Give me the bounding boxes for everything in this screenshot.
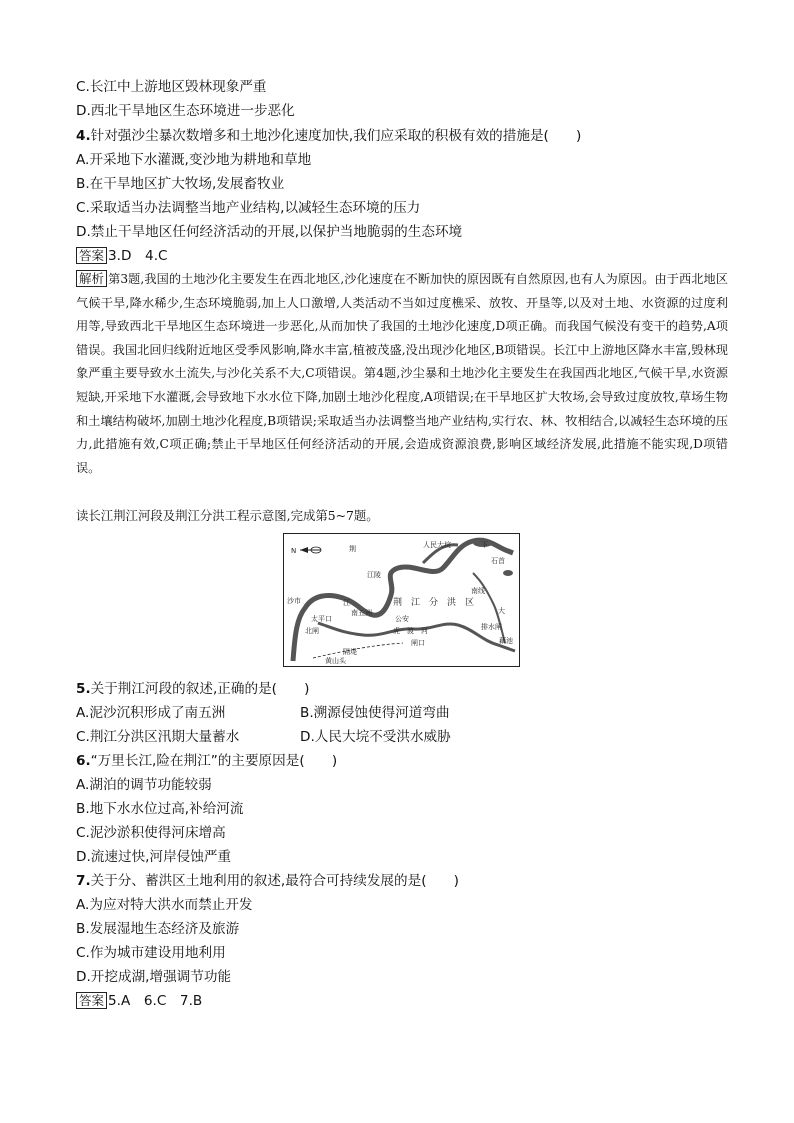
- q5-number: 5.: [76, 681, 91, 697]
- q6-option-c: C.泥沙淤积使得河床增高: [76, 825, 226, 841]
- map-label-da: 大: [498, 607, 505, 615]
- q5-option-c: C.荆江分洪区汛期大量蓄水: [76, 729, 240, 745]
- map-lake: [503, 570, 513, 576]
- map-label-huangshantou: 黄山头: [325, 657, 346, 665]
- map-label-geti: 隔堤: [343, 648, 357, 656]
- map-label-ouchi: 藕池: [499, 637, 513, 645]
- q7-number: 7.: [76, 873, 91, 889]
- map-label-taiping: 太平口: [311, 615, 332, 623]
- q7-stem-text: 关于分、蓄洪区土地利用的叙述,最符合可持续发展的是( ): [90, 873, 459, 889]
- map-label-jing: 荆: [349, 545, 356, 553]
- q4-option-a: A.开采地下水灌溉,变沙地为耕地和草地: [76, 152, 312, 168]
- map-intro: 读长江荆江河段及荆江分洪工程示意图,完成第5~7题。: [76, 508, 379, 523]
- map-label-jiangling: 江陵: [367, 571, 381, 579]
- q6-option-b: B.地下水水位过高,补给河流: [76, 801, 244, 817]
- map-label-shashi: 沙市: [287, 597, 301, 605]
- answer-text: 3.D 4.C: [108, 248, 168, 264]
- answer-3-4: [76, 246, 168, 266]
- q7-option-a: A.为应对特大洪水而禁止开发: [76, 897, 253, 913]
- analysis-text: 第3题,我国的土地沙化主要发生在西北地区,沙化速度在不断加快的原因既有自然原因,也有人为原因。由于西北地区气候干旱,降水稀少,生态环境脆弱,加上人口激增,人类活动不当如过度樵采、放牧、开垦等,以及对土地、水资源的过度利用等,导致西北干旱地区生态环境进一步恶化,从而加快了我国的土地沙化速度,D项正确。而我国气候没有变干的趋势,A项错误。我国北回归线附近地区受季风影响,降水丰富,植被茂盛,没出现沙化地区,B项错误。长江中上游地区降水丰富,毁林现象严重主要导致水土流失,与沙化关系不大,C项错误。第4题,沙尘暴和土地沙化主要发生在我国西北地区,气候干旱,水资源短缺,开采地下水灌溉,会导致地下水水位下降,加剧土地沙化程度,A项错误;在干旱地区扩大牧场,会导致过度放牧,草场生物和土壤结构破坏,加剧土地沙化程度,B项错误;采取适当办法调整当地产业结构,实行农、林、牧相结合,以减轻生态环境的压力,此措施有效,C项正确;禁止干旱地区任何经济活动的开展,会造成资源浪费,影响区域经济发展,此措施不能实现,D项错误。: [76, 272, 728, 475]
- q4-stem: [76, 126, 581, 146]
- q5-option-a: A.泥沙沉积形成了南五洲: [76, 705, 226, 721]
- answer-text: 5.A 6.C 7.B: [108, 993, 203, 1009]
- q3-option-c: C.长江中上游地区毁林现象严重: [76, 79, 267, 95]
- q4-option-b: B.在干旱地区扩大牧场,发展畜牧业: [76, 176, 285, 192]
- answer-tag: 答案: [76, 992, 107, 1009]
- q5-stem: [76, 679, 309, 699]
- map-label-zhakou: 闸口: [411, 639, 425, 647]
- q7-stem: [76, 871, 459, 891]
- map-label-huduhe: 虎 渡 河: [393, 627, 428, 635]
- q6-option-d: D.流速过快,河岸侵蚀严重: [76, 849, 232, 865]
- map-label-jiang: 江: [343, 599, 350, 607]
- q4-number: 4.: [76, 128, 91, 144]
- map-label-shishou: 石首: [491, 557, 505, 565]
- map-label-gongan: 公安: [395, 615, 409, 623]
- map-label-nanxian: 南线: [471, 587, 485, 595]
- q6-stem: [76, 751, 337, 771]
- q7-option-b: B.发展湿地生态经济及旅游: [76, 921, 240, 937]
- q4-option-c: C.采取适当办法调整当地产业结构,以减轻生态环境的压力: [76, 200, 421, 216]
- q4-stem-text: 针对强沙尘暴次数增多和土地沙化速度加快,我们应采取的积极有效的措施是( ): [90, 128, 582, 144]
- analysis-tag: 解析: [76, 270, 107, 287]
- map-label-renmin: 人民大垸: [423, 541, 451, 549]
- q3-option-d: D.西北干旱地区生态环境进一步恶化: [76, 103, 295, 119]
- answer-tag: 答案: [76, 247, 107, 264]
- map-label-xia: 下: [481, 541, 488, 549]
- q5-option-d: D.人民大垸不受洪水威胁: [300, 729, 451, 745]
- map-label-nanwuzhou: 南五洲: [351, 609, 372, 617]
- q6-number: 6.: [76, 753, 91, 769]
- q5-options-row-1: [76, 703, 225, 723]
- q7-option-d: D.开挖成湖,增强调节功能: [76, 969, 232, 985]
- q4-option-d: D.禁止干旱地区任何经济活动的开展,以保护当地脆弱的生态环境: [76, 224, 463, 240]
- q5-stem-text: 关于荆江河段的叙述,正确的是( ): [90, 681, 310, 697]
- map-label-fenhongqu: 荆 江 分 洪 区: [393, 598, 475, 608]
- q7-option-c: C.作为城市建设用地利用: [76, 945, 226, 961]
- q5-option-b: B.溯源侵蚀使得河道弯曲: [300, 705, 450, 721]
- q6-stem-text: “万里长江,险在荆江”的主要原因是( ): [90, 753, 338, 769]
- answer-5-7: [76, 991, 202, 1011]
- map-label-paishuizha: 排水闸: [481, 623, 502, 631]
- map-label-beizha: 北闸: [305, 627, 319, 635]
- jingjiang-flood-diversion-map: [283, 533, 520, 667]
- map-label-north: N: [291, 547, 297, 555]
- q6-option-a: A.湖泊的调节功能较弱: [76, 777, 212, 793]
- analysis-block: [76, 268, 728, 480]
